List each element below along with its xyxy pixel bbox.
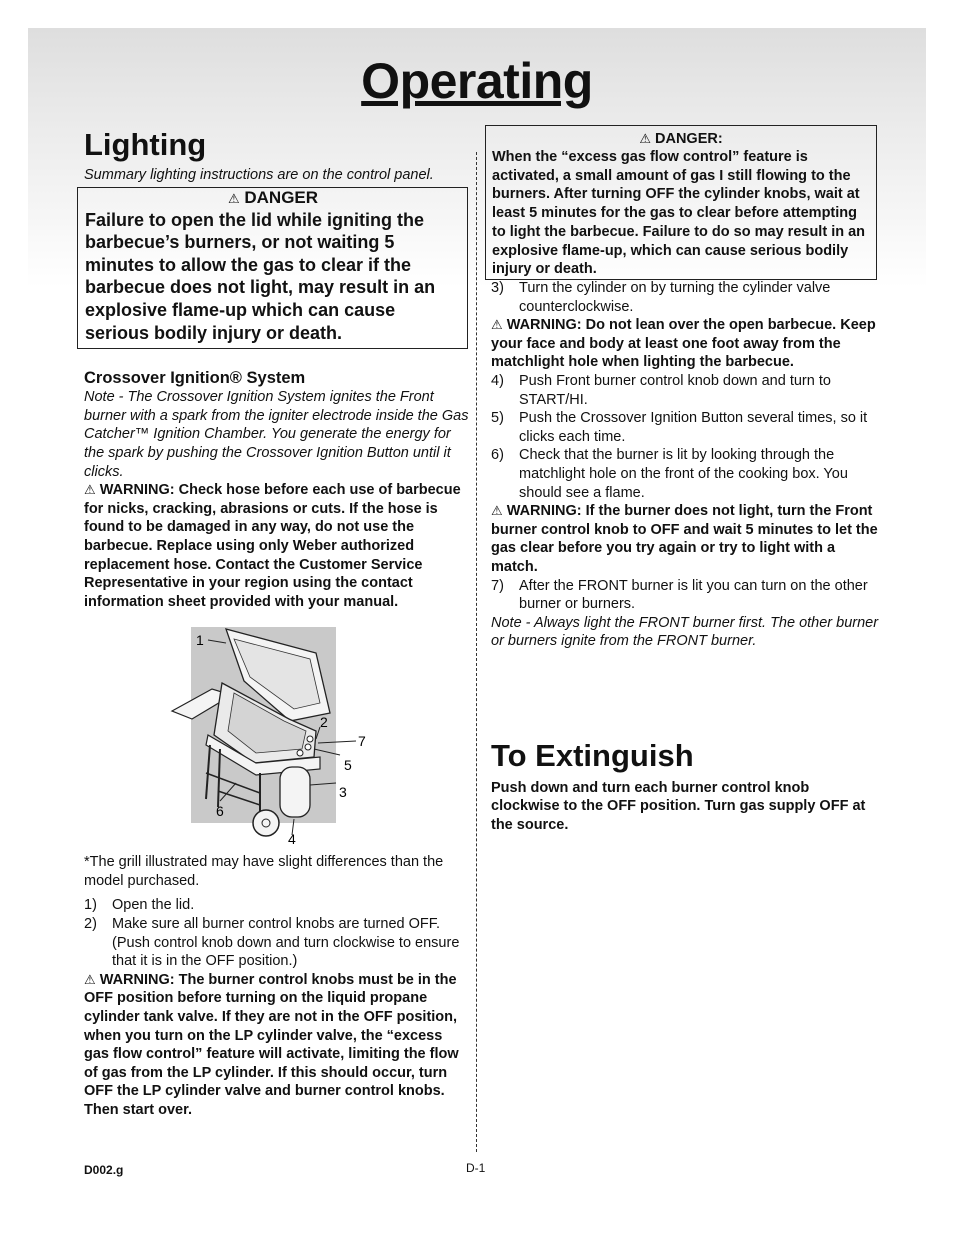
lighting-column-right (491, 279, 881, 835)
danger-header: ⚠ DANGER (227, 187, 319, 207)
list-item: 4) Push Front burner control knob down and turn to START/HI. (491, 372, 831, 408)
warning-triangle-icon: ⚠ (491, 317, 503, 333)
step-7 (491, 577, 881, 614)
danger-box-lid (77, 187, 468, 350)
callout-1: 1 (196, 632, 204, 649)
list-item: 6) Check that the burner is lit by looking through the matchlight hole on the front of the cooking box. You should see a flame. (491, 447, 848, 501)
callout-5: 5 (344, 757, 352, 774)
warning-triangle-icon: ⚠ (84, 971, 96, 987)
warning-triangle-icon: ⚠ (491, 503, 503, 519)
hose-warning: ⚠ WARNING: Check hose before each use of barbecue for nicks, cracking, abrasions or cuts. If the hose is found to be damaged in any way, do not use the barbecue. Replace using only Weber authorized replacement hose. Contact the Customer Service Representative in your region using the contact information sheet provided with your manual. (84, 482, 461, 610)
crossover-heading: Crossover Ignition® System (84, 369, 306, 388)
list-item: 3) Turn the cylinder on by turning the cylinder valve counterclockwise. (491, 280, 831, 315)
crossover-note: Note - The Crossover Ignition System ignites the Front burner with a spark from the igniter electrode inside the Gas Catcher™ Ignition Chamber. You generate the energy for the spark by pushing the Crossover Ignition Button until it clicks. (84, 389, 469, 480)
summary-note: Summary lighting instructions are on the control panel. (84, 167, 434, 183)
extinguish-heading: To Extinguish (491, 737, 694, 773)
callout-3: 3 (339, 784, 347, 801)
steps-list-left (84, 896, 470, 970)
not-lit-warning: ⚠ WARNING: If the burner does not light, turn the Front burner control knob to OFF and wait 5 minutes to let the gas clear before you try again or try to light with a match. (491, 503, 878, 575)
grill-drawing (84, 623, 470, 845)
front-burner-note: Note - Always light the FRONT burner first. The other burner or burners ignite from the FRONT burner. (491, 614, 879, 650)
list-item: 1) Open the lid. (84, 897, 195, 914)
page-number: D-1 (466, 1161, 486, 1175)
list-item: 2) Make sure all burner control knobs are turned OFF. (Push control knob down and turn clockwise to ensure that it is in the OFF position.) (84, 916, 460, 970)
lp-warning: ⚠ WARNING: The burner control knobs must be in the OFF position before turning on the liquid propane cylinder tank valve. If they are not in the OFF position, when you turn on the LP cylinder valve, the “excess gas flow control” feature will activate, limiting the flow of gas from the LP cylinder. If this should occur, turn OFF the LP cylinder valve and burner control knobs. Then start over. (84, 971, 459, 1118)
extinguish-text: Push down and turn each burner control knob clockwise to the OFF position. Turn gas supply OFF at the source. (491, 779, 866, 834)
lean-warning: ⚠ WARNING: Do not lean over the open barbecue. Keep your face and body at least one foot away from the matchlight hole when lighting the barbecue. (491, 317, 876, 371)
warning-triangle-icon: ⚠ (639, 131, 651, 146)
warning-triangle-icon: ⚠ (84, 482, 96, 498)
document-code: D002.g (84, 1163, 124, 1177)
danger-body: Failure to open the lid while igniting the barbecue’s burners, or not waiting 5 minutes to allow the gas to clear if the barbecue does not light, may result in an explosive flame-up which can cause serious bodily injury or death. (85, 209, 436, 343)
callout-2: 2 (320, 714, 328, 731)
danger-body: When the “excess gas flow control” feature is activated, a small amount of gas I still flowing to the burners. After turning OFF the cylinder knobs, wait at least 5 minutes for the gas to clear before attempting to light the barbecue. Failure to do so may result in an explosive flame-up, which can cause serious bodily injury or death. (492, 149, 866, 278)
step-3 (491, 279, 881, 316)
callout-6: 6 (216, 803, 224, 820)
column-divider (476, 152, 477, 1152)
warning-triangle-icon: ⚠ (227, 190, 240, 206)
figure-caption: *The grill illustrated may have slight differences than the model purchased. (84, 854, 444, 889)
list-item: 5) Push the Crossover Ignition Button several times, so it clicks each time. (491, 410, 868, 445)
list-item: 7) After the FRONT burner is lit you can turn on the other burner or burners. (491, 577, 868, 613)
danger-box-excess-flow (485, 125, 877, 280)
steps-list-right (491, 372, 881, 502)
callout-4: 4 (288, 831, 296, 846)
lighting-heading: Lighting (84, 127, 207, 162)
danger-header: ⚠ DANGER: (639, 131, 723, 147)
callout-7: 7 (358, 733, 366, 750)
grill-illustration (84, 623, 470, 845)
page-title: Operating (361, 53, 593, 109)
lighting-column (84, 126, 470, 1120)
